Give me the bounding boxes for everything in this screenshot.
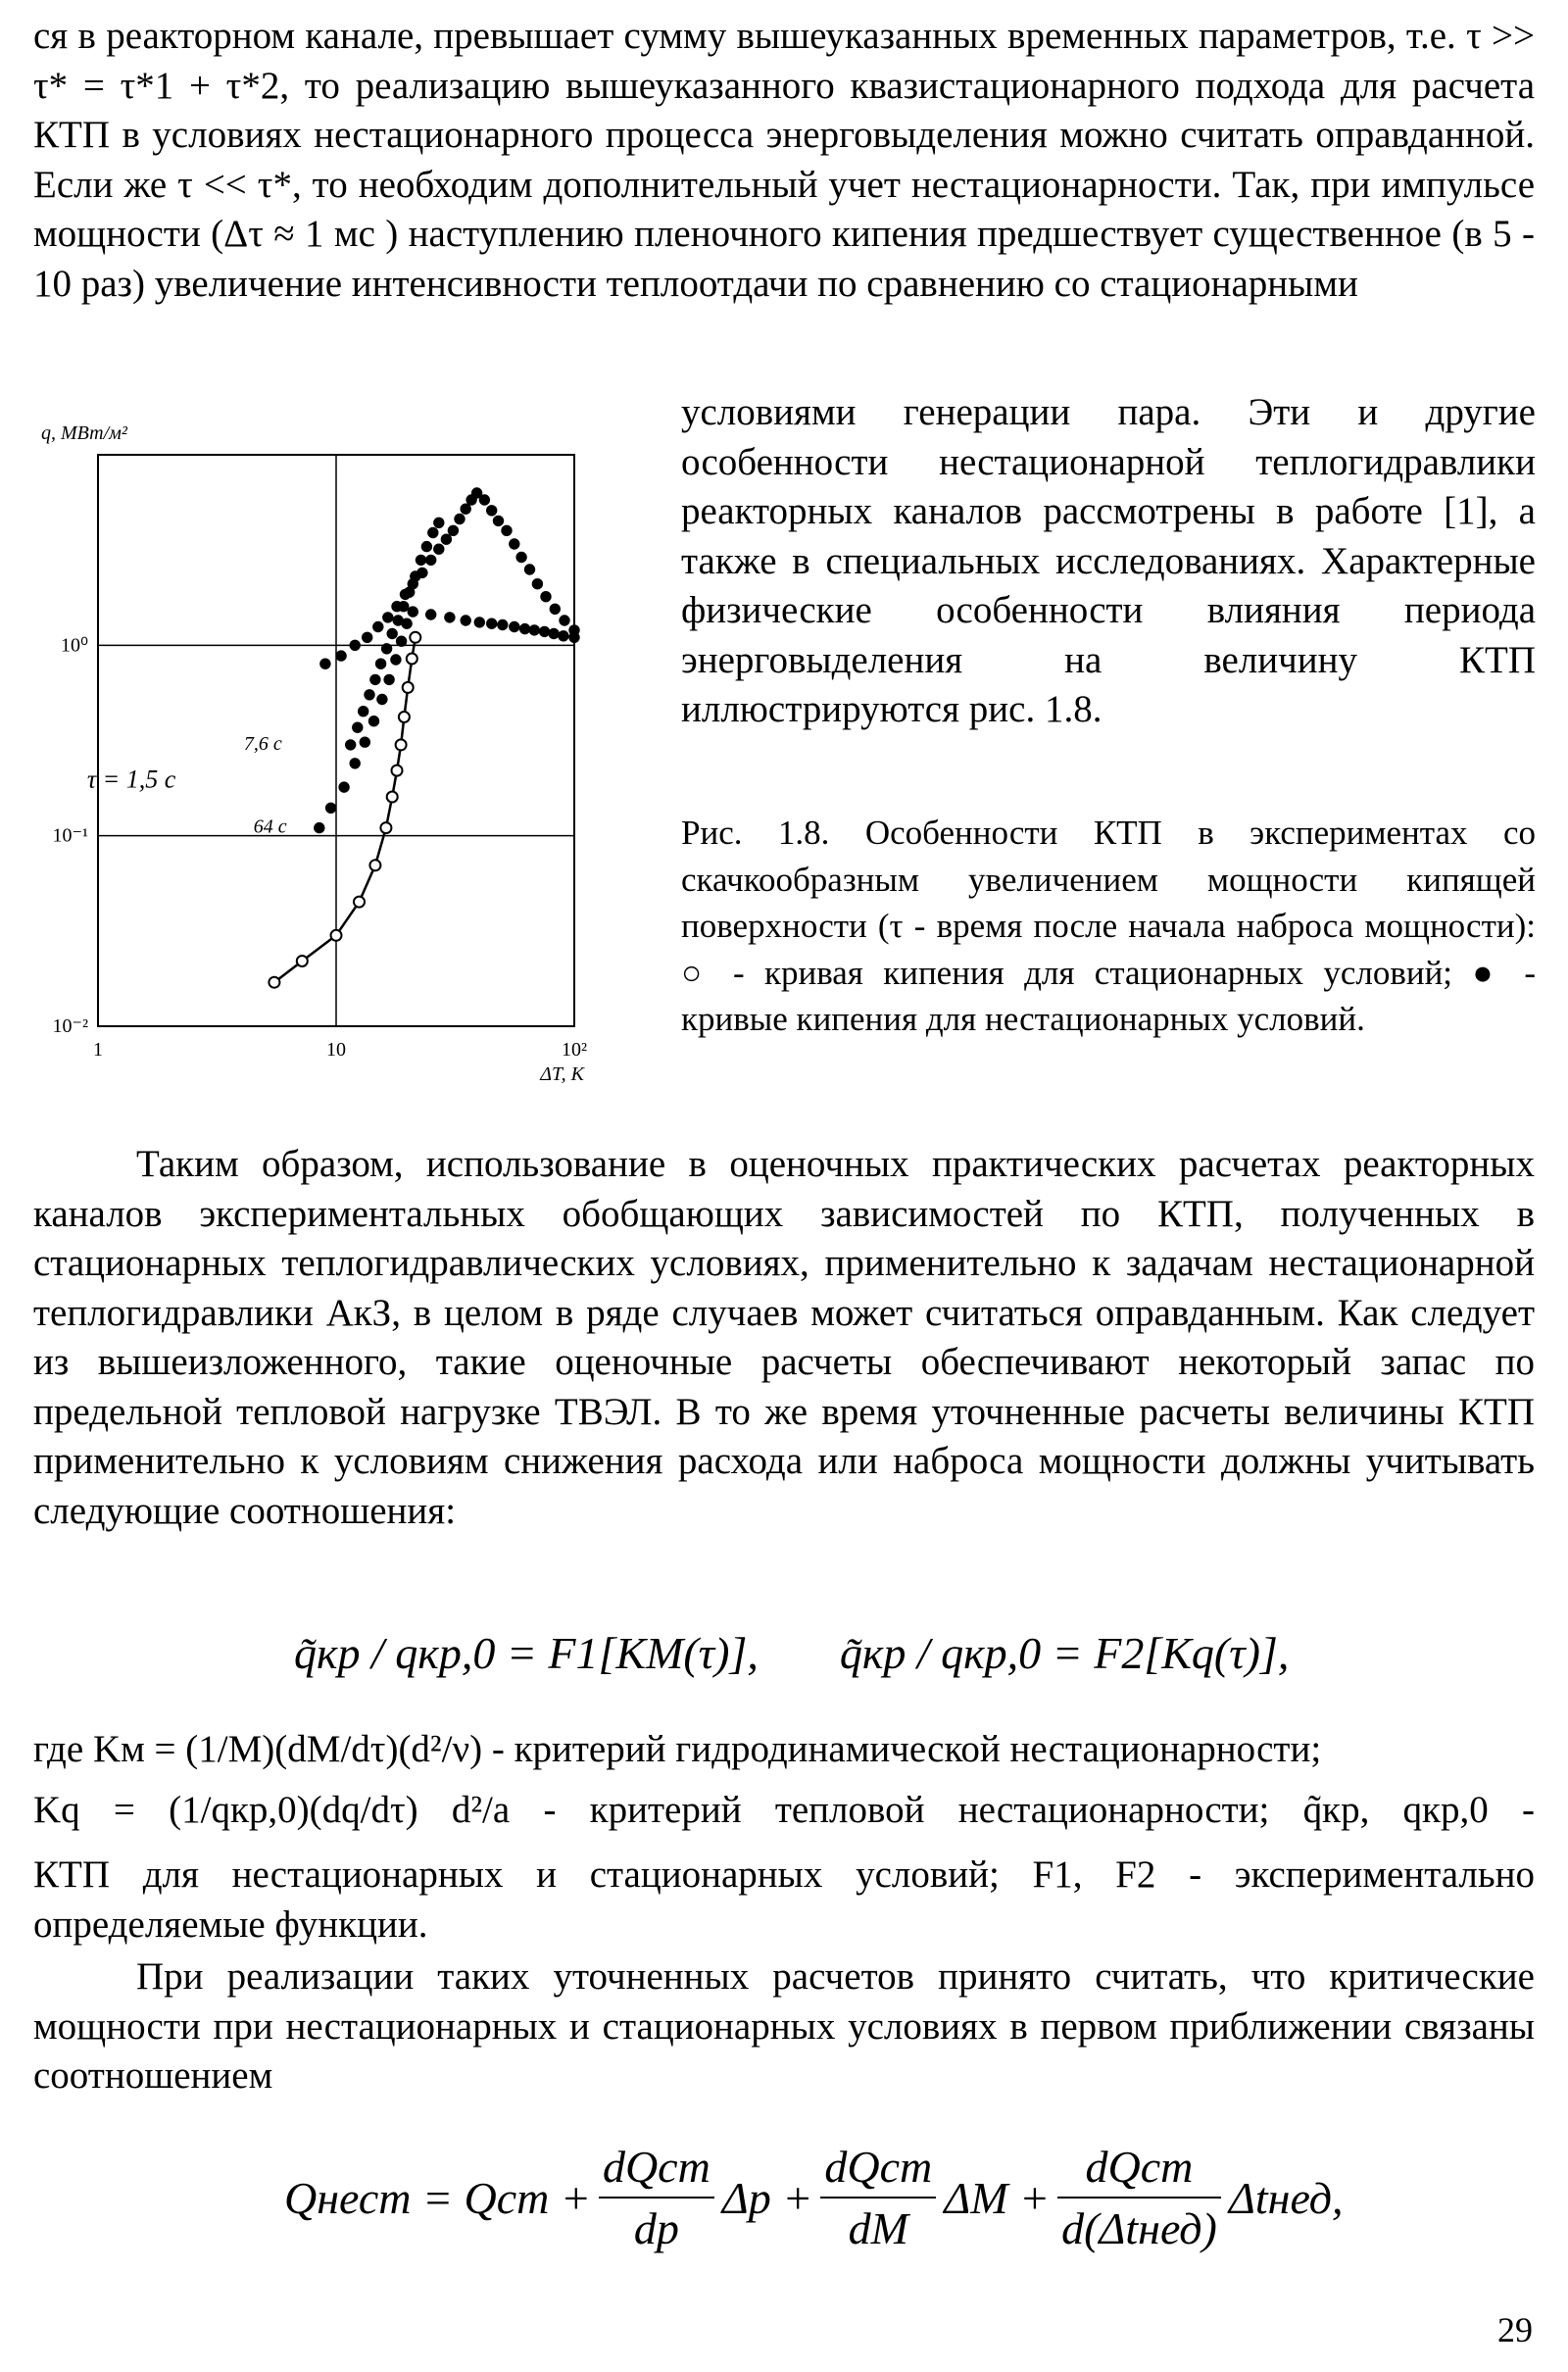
filled-data-point bbox=[408, 607, 417, 617]
filled-data-point bbox=[474, 618, 484, 627]
filled-data-point bbox=[315, 822, 324, 832]
filled-data-point bbox=[426, 610, 436, 619]
filled-data-point bbox=[529, 625, 539, 635]
filled-data-point bbox=[448, 525, 458, 535]
open-data-point bbox=[331, 930, 342, 941]
open-data-point bbox=[387, 792, 398, 803]
series-label: 64 c bbox=[253, 815, 287, 838]
filled-data-point bbox=[399, 602, 409, 612]
filled-data-point bbox=[368, 717, 378, 726]
open-data-point bbox=[396, 739, 407, 750]
side-paragraph: условиями генерации пара. Эти и другие особенности нестационарной теплогидравлики реакторных каналов рассмотрены в работе [1], а также в специальных исследованиях. Характерные физические особенности влияния периода энерговыделения на величину КТП иллюстрируются рис. 1.8. bbox=[681, 391, 1536, 730]
formula-1-right: q̃кр / qкр,0 = F2[Kq(τ)], bbox=[839, 1628, 1290, 1678]
filled-data-point bbox=[426, 555, 436, 565]
paragraph-3-rest: КТП для нестационарных и стационарных условий; F1, F2 - экспериментально определяемые функции. bbox=[33, 1853, 1535, 1946]
filled-data-point bbox=[455, 514, 465, 523]
filled-data-point bbox=[560, 616, 569, 625]
paragraph-1: ся в реакторном канале, превышает сумму вышеуказанных временных параметров, т.е. τ >> τ* = τ*1 + τ*2, то реализацию вышеуказанного квазистационарного подхода для расчета КТП в условиях нестационарного процесса энерговыделения можно считать оправданной. Если же τ << τ*, то необходим дополнительный учет нестационарности. Так, при импульсе мощности (Δτ ≈ 1 мс ) наступлению пленочного кипения предшествует существенное (в 5 - 10 раз) увеличение интенсивности теплоотдачи по сравнению со стационарными bbox=[33, 15, 1535, 305]
filled-data-point bbox=[365, 690, 374, 700]
open-data-point bbox=[392, 766, 403, 776]
filled-data-point bbox=[479, 495, 489, 505]
series-label: 7,6 c bbox=[243, 732, 282, 755]
filled-data-point bbox=[498, 619, 508, 629]
page-number: 29 bbox=[1497, 2310, 1533, 2349]
filled-data-point bbox=[373, 621, 383, 631]
filled-data-point bbox=[569, 632, 579, 642]
open-data-point bbox=[369, 860, 380, 870]
filled-data-point bbox=[539, 626, 549, 636]
filled-data-point bbox=[487, 506, 497, 516]
filled-data-point bbox=[441, 534, 451, 544]
filled-data-point bbox=[346, 740, 356, 750]
filled-data-point bbox=[381, 644, 391, 654]
fraction-3-denominator: d(Δtнед) bbox=[1061, 2203, 1217, 2253]
filled-data-point bbox=[516, 552, 526, 562]
formula-2-term-3: Δtнед, bbox=[1228, 2172, 1344, 2223]
filled-data-point bbox=[320, 659, 330, 668]
filled-data-point bbox=[434, 544, 444, 554]
y-axis-label: q, МВт/м² bbox=[41, 422, 127, 444]
filled-data-point bbox=[405, 587, 415, 597]
filled-data-point bbox=[387, 628, 397, 638]
filled-data-point bbox=[411, 571, 420, 581]
filled-data-point bbox=[559, 631, 568, 641]
filled-data-point bbox=[502, 525, 512, 535]
filled-data-point bbox=[375, 659, 385, 668]
formula-2-term-2: ΔM + bbox=[944, 2172, 1051, 2223]
fraction-3-numerator: dQст bbox=[1057, 2141, 1221, 2199]
filled-data-point bbox=[487, 618, 497, 628]
open-data-point bbox=[297, 956, 308, 966]
formula-2 bbox=[284, 2141, 1343, 2254]
fraction-1-denominator: dp bbox=[633, 2203, 679, 2253]
fraction-2-numerator: dQст bbox=[820, 2141, 936, 2199]
chart-points bbox=[269, 488, 579, 988]
fraction-1 bbox=[599, 2141, 714, 2254]
filled-data-point bbox=[461, 504, 470, 514]
formula-2-lhs: Qнест = Qст + bbox=[284, 2172, 591, 2223]
stationary-curve-path bbox=[274, 637, 416, 982]
filled-data-point bbox=[510, 621, 519, 631]
open-data-point bbox=[380, 822, 391, 833]
filled-data-point bbox=[396, 636, 406, 646]
filled-data-point bbox=[402, 618, 412, 628]
figure-1-8-chart bbox=[33, 404, 651, 1110]
filled-data-point bbox=[350, 640, 360, 650]
filled-data-point bbox=[383, 613, 393, 622]
formula-1-left: q̃кр / qкр,0 = F1[KM(τ)], bbox=[294, 1628, 759, 1678]
open-data-point bbox=[399, 712, 410, 722]
fraction-2 bbox=[820, 2141, 936, 2254]
fraction-2-denominator: dM bbox=[848, 2203, 908, 2253]
formula-1 bbox=[294, 1627, 1289, 1679]
filled-data-point bbox=[384, 674, 394, 684]
filled-data-point bbox=[350, 759, 360, 768]
y-tick-label: 10⁻¹ bbox=[52, 824, 88, 847]
filled-data-point bbox=[493, 516, 503, 525]
formula-2-term-1: Δp + bbox=[721, 2172, 813, 2223]
x-axis-label: ΔT, K bbox=[540, 1063, 584, 1085]
paragraph-3-line-1: где Kм = (1/M)(dM/dτ)(d²/ν) - критерий гидродинамической нестационарности; bbox=[33, 1728, 1322, 1770]
series-label: τ = 1,5 c bbox=[86, 765, 176, 794]
filled-data-point bbox=[541, 592, 551, 602]
chart-labels bbox=[41, 422, 587, 1085]
x-tick-label: 1 bbox=[93, 1039, 103, 1061]
open-data-point bbox=[407, 654, 417, 665]
filled-data-point bbox=[532, 579, 542, 589]
filled-data-point bbox=[461, 616, 470, 625]
filled-data-point bbox=[445, 613, 455, 622]
y-tick-label: 10⁰ bbox=[60, 634, 88, 657]
paragraph-3-line-2: Kq = (1/qкр,0)(dq/dτ) d²/a - критерий тепловой нестационарности; q̃кр, qкр,0 - bbox=[33, 1789, 1535, 1831]
filled-data-point bbox=[550, 604, 560, 614]
y-tick-label: 10⁻² bbox=[52, 1015, 88, 1037]
figure-caption: Рис. 1.8. Особенности КТП в экспериментах со скачкообразным увеличением мощности кипящей поверхности (τ - время после начала наброса мощности): ○ - кривая кипения для стационарных условий; ● - кривые кипения для нестационарных условий. bbox=[681, 814, 1536, 1038]
filled-data-point bbox=[336, 651, 346, 661]
filled-data-point bbox=[370, 674, 380, 684]
fraction-3 bbox=[1057, 2141, 1221, 2254]
filled-data-point bbox=[519, 623, 529, 633]
paragraph-4: При реализации таких уточненных расчетов принято считать, что критические мощности при нестационарных и стационарных условиях в первом приближении связаны соотношением bbox=[33, 1955, 1535, 2097]
filled-data-point bbox=[434, 518, 444, 527]
filled-data-point bbox=[359, 707, 368, 717]
open-data-point bbox=[403, 682, 414, 693]
fraction-1-numerator: dQст bbox=[599, 2141, 714, 2199]
filled-data-point bbox=[549, 628, 559, 638]
x-tick-label: 10² bbox=[562, 1039, 587, 1061]
open-data-point bbox=[410, 632, 420, 643]
filled-data-point bbox=[510, 539, 519, 549]
filled-data-point bbox=[416, 555, 425, 565]
filled-data-point bbox=[524, 565, 534, 574]
stationary-curve-line bbox=[274, 637, 416, 982]
x-tick-label: 10 bbox=[326, 1039, 346, 1061]
filled-data-point bbox=[353, 722, 363, 732]
filled-data-point bbox=[421, 541, 431, 551]
filled-data-point bbox=[428, 527, 438, 537]
filled-data-point bbox=[360, 737, 369, 747]
filled-data-point bbox=[325, 803, 335, 813]
paragraph-2: Таким образом, использование в оценочных практических расчетах реакторных каналов экспериментальных обобщающих зависимостей по КТП, полученных в стационарных теплогидравлических условиях, применительно к задачам нестационарной теплогидравлики АкЗ, в целом в ряде случаев может считаться оправданным. Как следует из вышеизложенного, такие оценочные расчеты обеспечивают некоторый запас по предельной тепловой нагрузке ТВЭЛ. В то же время уточненные расчеты величины КТП применительно к условиям снижения расхода или наброса мощности должны учитывать следующие соотношения: bbox=[33, 1143, 1535, 1532]
filled-data-point bbox=[339, 782, 349, 792]
open-data-point bbox=[354, 897, 365, 908]
filled-data-point bbox=[363, 632, 372, 642]
open-data-point bbox=[269, 977, 279, 988]
filled-data-point bbox=[391, 655, 401, 665]
filled-data-point bbox=[377, 694, 387, 704]
